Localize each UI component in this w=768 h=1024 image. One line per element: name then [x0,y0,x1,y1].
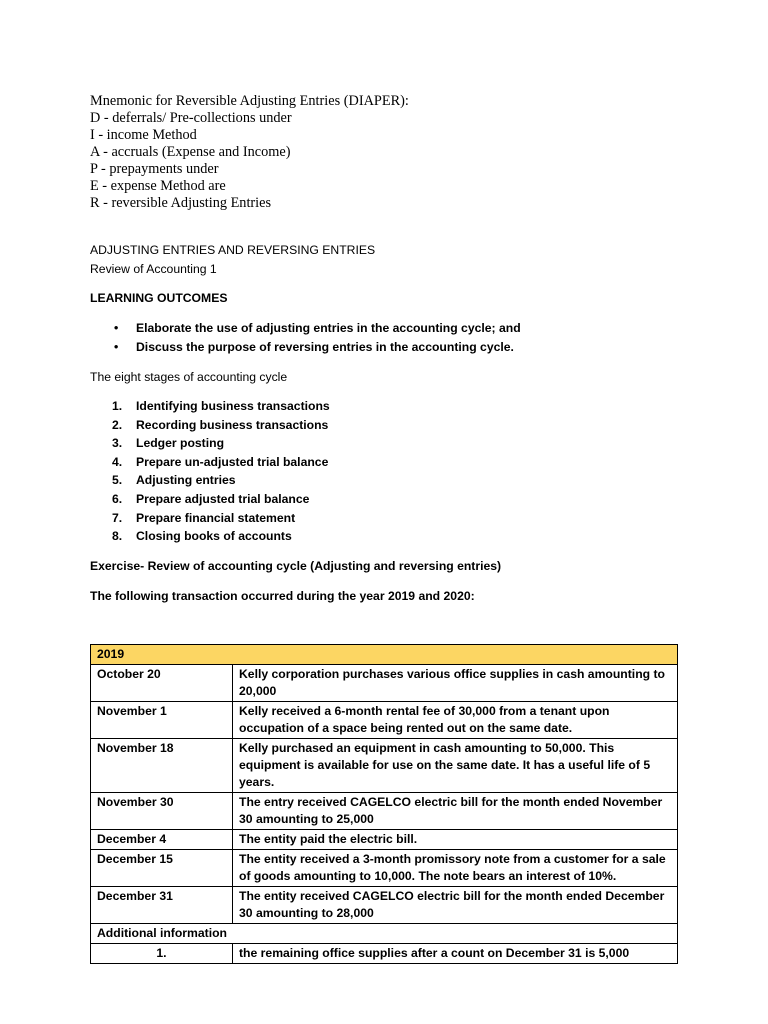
mnemonic-title: Mnemonic for Reversible Adjusting Entries (DIAPER): [90,93,409,109]
additional-info-row [91,924,678,944]
table-row [91,850,678,887]
bullet-icon: • [114,321,119,335]
date-cell: November 1 [91,702,233,739]
list-number: 4. [112,454,123,469]
list-number: 7. [112,510,123,525]
mnemonic-line-d: D - deferrals/ Pre-collections under [90,110,292,126]
list-item [90,527,330,546]
outcome-text: Elaborate the use of adjusting entries in the accounting cycle; and [136,321,521,335]
list-number: 3. [112,436,123,451]
list-number: 2. [112,417,123,432]
section-subheading: Review of Accounting 1 [90,262,217,276]
mnemonic-line-e: E - expense Method are [90,178,226,194]
description-cell: Kelly received a 6-month rental fee of 30,000 from a tenant upon occupation of a space being rented out on the same date. [233,702,678,739]
item-number-cell: 1. [91,944,233,964]
description-cell: the remaining office supplies after a count on December 31 is 5,000 [233,944,678,964]
stage-text: Prepare un-adjusted trial balance [136,454,329,469]
list-item [90,509,330,528]
stage-text: Recording business transactions [136,417,329,432]
table-row [91,887,678,924]
list-item [90,416,330,435]
date-cell: November 18 [91,739,233,793]
list-number: 5. [112,473,123,488]
table-row [91,739,678,793]
stage-text: Identifying business transactions [136,399,330,413]
mnemonic-line-i: I - income Method [90,127,197,143]
table-row [91,830,678,850]
stage-text: Ledger posting [136,436,225,451]
outcome-text: Discuss the purpose of reversing entries in the accounting cycle. [136,340,514,354]
table-row [91,793,678,830]
learning-outcomes-list [90,319,521,357]
list-item [90,453,330,472]
description-cell: Kelly purchased an equipment in cash amounting to 50,000. This equipment is available for use on the same date. It has a useful life of 5 years. [233,739,678,793]
table-row [91,944,678,964]
list-number: 1. [112,399,123,413]
stage-text: Prepare adjusted trial balance [136,491,310,506]
stage-text: Closing books of accounts [136,529,292,544]
date-cell: December 4 [91,830,233,850]
table-row [91,665,678,702]
list-item [90,490,330,509]
bullet-icon: • [114,340,119,354]
list-item [90,338,521,357]
list-number: 8. [112,529,123,544]
mnemonic-line-p: P - prepayments under [90,161,219,177]
table-year-row [91,645,678,665]
description-cell: The entity received CAGELCO electric bill for the month ended December 30 amounting to 28,000 [233,887,678,924]
list-item [90,397,330,416]
table-row [91,702,678,739]
section-heading: ADJUSTING ENTRIES AND REVERSING ENTRIES [90,243,376,257]
mnemonic-line-a: A - accruals (Expense and Income) [90,144,291,160]
year-header: 2019 [91,645,678,665]
list-number: 6. [112,491,123,506]
date-cell: December 31 [91,887,233,924]
mnemonic-line-r: R - reversible Adjusting Entries [90,195,272,211]
date-cell: October 20 [91,665,233,702]
stage-text: Prepare financial statement [136,510,296,525]
description-cell: The entry received CAGELCO electric bill for the month ended November 30 amounting to 25,000 [233,793,678,830]
transactions-intro: The following transaction occurred during the year 2019 and 2020: [90,589,475,603]
description-cell: The entity paid the electric bill. [233,830,678,850]
accounting-stages-list [90,397,330,546]
list-item [90,319,521,338]
stage-text: Adjusting entries [136,473,236,488]
description-cell: Kelly corporation purchases various office supplies in cash amounting to 20,000 [233,665,678,702]
transactions-table [90,644,678,964]
list-item [90,434,330,453]
list-item [90,471,330,490]
exercise-heading: Exercise- Review of accounting cycle (Adjusting and reversing entries) [90,559,502,573]
learning-outcomes-heading: LEARNING OUTCOMES [90,291,228,305]
description-cell: The entity received a 3-month promissory note from a customer for a sale of goods amounting to 10,000. The note bears an interest of 10%. [233,850,678,887]
additional-info-heading: Additional information [91,924,678,944]
date-cell: December 15 [91,850,233,887]
mnemonic-block [90,93,409,212]
stages-intro: The eight stages of accounting cycle [90,370,288,384]
date-cell: November 30 [91,793,233,830]
